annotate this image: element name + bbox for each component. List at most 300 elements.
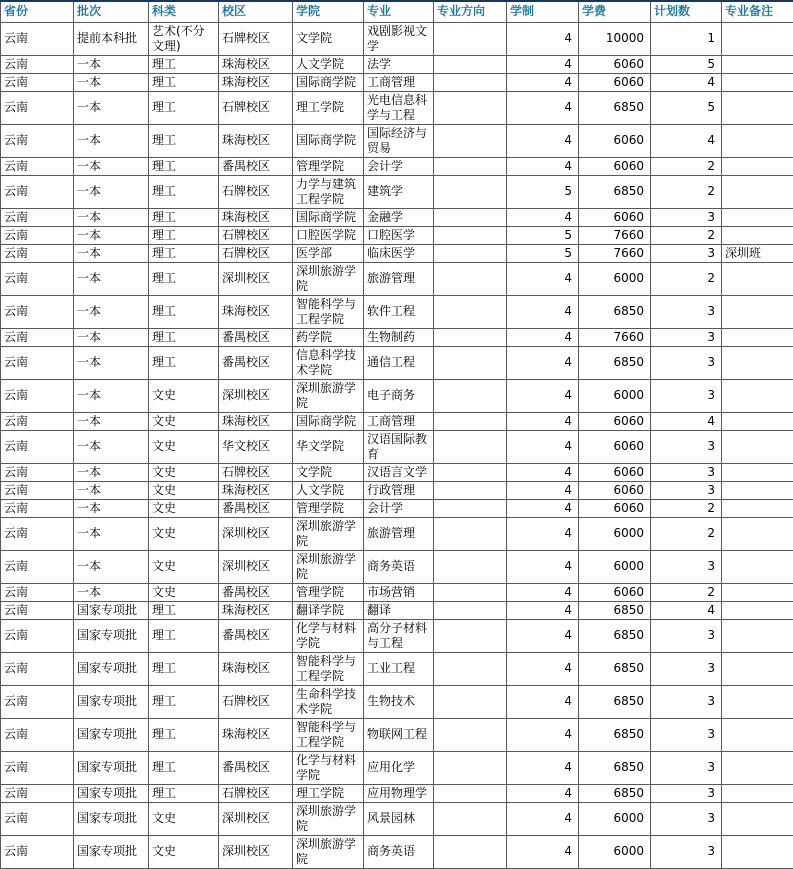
table-row <box>1 208 793 226</box>
cell-plan: 3 <box>651 346 722 379</box>
cell-batch: 一本 <box>74 295 149 328</box>
cell-tuition: 6060 <box>579 412 651 430</box>
cell-major: 会计学 <box>364 157 434 175</box>
cell-remark <box>722 517 793 550</box>
cell-remark <box>722 55 793 73</box>
cell-campus: 石牌校区 <box>219 226 293 244</box>
cell-major: 翻译 <box>364 601 434 619</box>
cell-campus: 深圳校区 <box>219 802 293 835</box>
cell-plan: 3 <box>651 802 722 835</box>
cell-direction <box>434 718 507 751</box>
cell-province: 云南 <box>1 208 74 226</box>
cell-campus: 华文校区 <box>219 430 293 463</box>
cell-college: 人文学院 <box>293 55 364 73</box>
cell-campus: 珠海校区 <box>219 412 293 430</box>
cell-duration: 4 <box>507 601 579 619</box>
cell-remark <box>722 91 793 124</box>
cell-remark <box>722 175 793 208</box>
table-row <box>1 652 793 685</box>
cell-category: 艺术(不分文理) <box>149 22 219 55</box>
cell-province: 云南 <box>1 517 74 550</box>
cell-campus: 深圳校区 <box>219 517 293 550</box>
cell-batch: 一本 <box>74 328 149 346</box>
cell-college: 华文学院 <box>293 430 364 463</box>
cell-college: 深圳旅游学院 <box>293 262 364 295</box>
cell-province: 云南 <box>1 652 74 685</box>
cell-category: 文史 <box>149 550 219 583</box>
cell-major: 临床医学 <box>364 244 434 262</box>
cell-batch: 国家专项批 <box>74 784 149 802</box>
cell-duration: 4 <box>507 91 579 124</box>
table-row <box>1 601 793 619</box>
cell-duration: 4 <box>507 124 579 157</box>
cell-college: 管理学院 <box>293 583 364 601</box>
cell-major: 风景园林 <box>364 802 434 835</box>
cell-campus: 珠海校区 <box>219 295 293 328</box>
cell-remark <box>722 262 793 295</box>
cell-duration: 4 <box>507 379 579 412</box>
cell-campus: 石牌校区 <box>219 22 293 55</box>
cell-category: 理工 <box>149 226 219 244</box>
cell-major: 商务英语 <box>364 835 434 868</box>
cell-campus: 珠海校区 <box>219 601 293 619</box>
cell-batch: 提前本科批 <box>74 22 149 55</box>
cell-remark <box>722 499 793 517</box>
table-row <box>1 835 793 868</box>
cell-duration: 4 <box>507 481 579 499</box>
cell-category: 理工 <box>149 619 219 652</box>
cell-batch: 一本 <box>74 55 149 73</box>
cell-remark <box>722 295 793 328</box>
cell-tuition: 6850 <box>579 91 651 124</box>
column-header-duration: 学制 <box>507 1 579 22</box>
cell-tuition: 6060 <box>579 481 651 499</box>
cell-remark <box>722 550 793 583</box>
cell-province: 云南 <box>1 55 74 73</box>
cell-direction <box>434 550 507 583</box>
cell-category: 理工 <box>149 73 219 91</box>
cell-batch: 一本 <box>74 430 149 463</box>
cell-duration: 4 <box>507 652 579 685</box>
cell-plan: 2 <box>651 517 722 550</box>
cell-tuition: 6850 <box>579 346 651 379</box>
cell-campus: 石牌校区 <box>219 784 293 802</box>
cell-major: 金融学 <box>364 208 434 226</box>
cell-province: 云南 <box>1 262 74 295</box>
table-row <box>1 175 793 208</box>
cell-campus: 番禺校区 <box>219 619 293 652</box>
cell-province: 云南 <box>1 601 74 619</box>
cell-major: 商务英语 <box>364 550 434 583</box>
cell-category: 理工 <box>149 295 219 328</box>
cell-batch: 一本 <box>74 157 149 175</box>
cell-major: 工商管理 <box>364 412 434 430</box>
cell-direction <box>434 751 507 784</box>
cell-major: 口腔医学 <box>364 226 434 244</box>
cell-remark <box>722 73 793 91</box>
table-row <box>1 379 793 412</box>
table-row <box>1 157 793 175</box>
cell-category: 理工 <box>149 328 219 346</box>
cell-duration: 4 <box>507 463 579 481</box>
cell-category: 理工 <box>149 652 219 685</box>
cell-duration: 4 <box>507 346 579 379</box>
cell-remark <box>722 430 793 463</box>
cell-college: 人文学院 <box>293 481 364 499</box>
cell-category: 理工 <box>149 718 219 751</box>
cell-tuition: 6850 <box>579 685 651 718</box>
cell-remark <box>722 328 793 346</box>
cell-remark <box>722 784 793 802</box>
table-row <box>1 55 793 73</box>
cell-plan: 3 <box>651 295 722 328</box>
cell-campus: 珠海校区 <box>219 124 293 157</box>
table-row <box>1 346 793 379</box>
cell-college: 智能科学与工程学院 <box>293 652 364 685</box>
cell-province: 云南 <box>1 784 74 802</box>
cell-duration: 4 <box>507 328 579 346</box>
cell-duration: 5 <box>507 244 579 262</box>
column-header-major: 专业 <box>364 1 434 22</box>
cell-remark <box>722 583 793 601</box>
header-row <box>1 1 793 22</box>
cell-major: 戏剧影视文学 <box>364 22 434 55</box>
cell-major: 生物制药 <box>364 328 434 346</box>
cell-campus: 番禺校区 <box>219 583 293 601</box>
cell-plan: 5 <box>651 55 722 73</box>
cell-college: 国际商学院 <box>293 73 364 91</box>
cell-duration: 4 <box>507 208 579 226</box>
cell-direction <box>434 226 507 244</box>
cell-tuition: 6000 <box>579 835 651 868</box>
cell-remark <box>722 346 793 379</box>
cell-category: 文史 <box>149 517 219 550</box>
cell-duration: 4 <box>507 55 579 73</box>
cell-batch: 一本 <box>74 262 149 295</box>
cell-campus: 深圳校区 <box>219 379 293 412</box>
cell-college: 深圳旅游学院 <box>293 550 364 583</box>
table-row <box>1 262 793 295</box>
cell-direction <box>434 244 507 262</box>
cell-direction <box>434 517 507 550</box>
cell-batch: 一本 <box>74 91 149 124</box>
cell-tuition: 6060 <box>579 583 651 601</box>
cell-batch: 国家专项批 <box>74 835 149 868</box>
cell-tuition: 6060 <box>579 73 651 91</box>
cell-campus: 珠海校区 <box>219 718 293 751</box>
cell-direction <box>434 346 507 379</box>
cell-remark <box>722 157 793 175</box>
cell-plan: 5 <box>651 91 722 124</box>
cell-tuition: 7660 <box>579 244 651 262</box>
cell-direction <box>434 295 507 328</box>
cell-batch: 国家专项批 <box>74 685 149 718</box>
cell-duration: 4 <box>507 751 579 784</box>
cell-duration: 4 <box>507 784 579 802</box>
cell-plan: 1 <box>651 22 722 55</box>
cell-batch: 一本 <box>74 481 149 499</box>
cell-campus: 番禺校区 <box>219 157 293 175</box>
cell-direction <box>434 175 507 208</box>
column-header-province: 省份 <box>1 1 74 22</box>
cell-tuition: 6060 <box>579 124 651 157</box>
table-row <box>1 244 793 262</box>
cell-college: 化学与材料学院 <box>293 751 364 784</box>
cell-major: 工商管理 <box>364 73 434 91</box>
cell-plan: 3 <box>651 718 722 751</box>
table-row <box>1 583 793 601</box>
cell-duration: 4 <box>507 835 579 868</box>
cell-direction <box>434 835 507 868</box>
cell-batch: 一本 <box>74 499 149 517</box>
cell-plan: 4 <box>651 601 722 619</box>
cell-campus: 石牌校区 <box>219 244 293 262</box>
table-row <box>1 73 793 91</box>
cell-college: 深圳旅游学院 <box>293 835 364 868</box>
cell-duration: 4 <box>507 583 579 601</box>
cell-major: 国际经济与贸易 <box>364 124 434 157</box>
table-row <box>1 124 793 157</box>
cell-duration: 4 <box>507 73 579 91</box>
cell-plan: 2 <box>651 262 722 295</box>
cell-province: 云南 <box>1 751 74 784</box>
cell-province: 云南 <box>1 481 74 499</box>
cell-province: 云南 <box>1 430 74 463</box>
cell-remark <box>722 619 793 652</box>
cell-duration: 4 <box>507 157 579 175</box>
cell-major: 行政管理 <box>364 481 434 499</box>
cell-tuition: 6000 <box>579 379 651 412</box>
cell-major: 生物技术 <box>364 685 434 718</box>
cell-campus: 珠海校区 <box>219 481 293 499</box>
cell-plan: 4 <box>651 124 722 157</box>
cell-batch: 一本 <box>74 463 149 481</box>
cell-province: 云南 <box>1 619 74 652</box>
cell-category: 文史 <box>149 499 219 517</box>
cell-major: 工业工程 <box>364 652 434 685</box>
cell-category: 文史 <box>149 835 219 868</box>
cell-direction <box>434 802 507 835</box>
cell-plan: 2 <box>651 175 722 208</box>
cell-college: 医学部 <box>293 244 364 262</box>
cell-tuition: 6850 <box>579 295 651 328</box>
cell-category: 理工 <box>149 685 219 718</box>
cell-plan: 3 <box>651 550 722 583</box>
cell-plan: 2 <box>651 583 722 601</box>
cell-major: 电子商务 <box>364 379 434 412</box>
cell-plan: 3 <box>651 835 722 868</box>
cell-college: 信息科学技术学院 <box>293 346 364 379</box>
cell-major: 通信工程 <box>364 346 434 379</box>
cell-category: 文史 <box>149 430 219 463</box>
cell-batch: 一本 <box>74 583 149 601</box>
cell-province: 云南 <box>1 550 74 583</box>
cell-campus: 深圳校区 <box>219 835 293 868</box>
cell-college: 理工学院 <box>293 91 364 124</box>
cell-tuition: 10000 <box>579 22 651 55</box>
cell-direction <box>434 601 507 619</box>
cell-direction <box>434 22 507 55</box>
cell-major: 建筑学 <box>364 175 434 208</box>
table-row <box>1 295 793 328</box>
cell-category: 理工 <box>149 91 219 124</box>
cell-direction <box>434 784 507 802</box>
cell-campus: 石牌校区 <box>219 685 293 718</box>
cell-category: 理工 <box>149 346 219 379</box>
cell-plan: 3 <box>651 328 722 346</box>
cell-duration: 4 <box>507 262 579 295</box>
cell-college: 理工学院 <box>293 784 364 802</box>
table-row <box>1 499 793 517</box>
cell-campus: 深圳校区 <box>219 262 293 295</box>
table-row <box>1 802 793 835</box>
cell-category: 理工 <box>149 244 219 262</box>
cell-plan: 2 <box>651 226 722 244</box>
column-header-batch: 批次 <box>74 1 149 22</box>
cell-remark <box>722 124 793 157</box>
cell-plan: 3 <box>651 619 722 652</box>
cell-category: 理工 <box>149 751 219 784</box>
cell-plan: 4 <box>651 412 722 430</box>
table-row <box>1 430 793 463</box>
cell-college: 管理学院 <box>293 499 364 517</box>
cell-batch: 一本 <box>74 550 149 583</box>
cell-remark <box>722 481 793 499</box>
cell-tuition: 7660 <box>579 328 651 346</box>
cell-college: 化学与材料学院 <box>293 619 364 652</box>
column-header-tuition: 学费 <box>579 1 651 22</box>
cell-college: 国际商学院 <box>293 412 364 430</box>
cell-category: 理工 <box>149 55 219 73</box>
cell-plan: 3 <box>651 751 722 784</box>
cell-batch: 国家专项批 <box>74 619 149 652</box>
cell-major: 光电信息科学与工程 <box>364 91 434 124</box>
cell-tuition: 6060 <box>579 55 651 73</box>
cell-direction <box>434 685 507 718</box>
cell-tuition: 6850 <box>579 718 651 751</box>
cell-tuition: 6850 <box>579 784 651 802</box>
cell-batch: 国家专项批 <box>74 751 149 784</box>
cell-major: 应用化学 <box>364 751 434 784</box>
cell-batch: 一本 <box>74 517 149 550</box>
cell-duration: 4 <box>507 802 579 835</box>
cell-college: 口腔医学院 <box>293 226 364 244</box>
cell-duration: 4 <box>507 718 579 751</box>
table-body <box>1 22 793 868</box>
cell-direction <box>434 124 507 157</box>
cell-remark <box>722 652 793 685</box>
cell-college: 国际商学院 <box>293 124 364 157</box>
cell-direction <box>434 73 507 91</box>
cell-province: 云南 <box>1 124 74 157</box>
cell-college: 文学院 <box>293 22 364 55</box>
cell-direction <box>434 208 507 226</box>
cell-category: 文史 <box>149 379 219 412</box>
cell-tuition: 6850 <box>579 751 651 784</box>
column-header-college: 学院 <box>293 1 364 22</box>
cell-direction <box>434 262 507 295</box>
cell-remark <box>722 412 793 430</box>
cell-province: 云南 <box>1 583 74 601</box>
column-header-campus: 校区 <box>219 1 293 22</box>
cell-remark <box>722 22 793 55</box>
cell-major: 会计学 <box>364 499 434 517</box>
table-row <box>1 718 793 751</box>
table-row <box>1 784 793 802</box>
cell-tuition: 6850 <box>579 175 651 208</box>
table-row <box>1 619 793 652</box>
cell-province: 云南 <box>1 295 74 328</box>
cell-tuition: 6850 <box>579 601 651 619</box>
cell-campus: 番禺校区 <box>219 751 293 784</box>
cell-direction <box>434 481 507 499</box>
cell-major: 法学 <box>364 55 434 73</box>
cell-category: 理工 <box>149 262 219 295</box>
cell-campus: 石牌校区 <box>219 91 293 124</box>
cell-direction <box>434 55 507 73</box>
cell-province: 云南 <box>1 499 74 517</box>
cell-college: 深圳旅游学院 <box>293 379 364 412</box>
cell-province: 云南 <box>1 463 74 481</box>
cell-duration: 4 <box>507 412 579 430</box>
cell-duration: 5 <box>507 226 579 244</box>
cell-batch: 一本 <box>74 208 149 226</box>
cell-batch: 一本 <box>74 226 149 244</box>
cell-duration: 4 <box>507 550 579 583</box>
cell-batch: 一本 <box>74 244 149 262</box>
cell-plan: 3 <box>651 685 722 718</box>
cell-duration: 4 <box>507 517 579 550</box>
cell-major: 旅游管理 <box>364 262 434 295</box>
cell-direction <box>434 430 507 463</box>
cell-remark <box>722 718 793 751</box>
cell-province: 云南 <box>1 379 74 412</box>
cell-tuition: 6000 <box>579 517 651 550</box>
cell-tuition: 6000 <box>579 802 651 835</box>
cell-province: 云南 <box>1 718 74 751</box>
table-row <box>1 685 793 718</box>
cell-duration: 4 <box>507 22 579 55</box>
cell-college: 药学院 <box>293 328 364 346</box>
cell-category: 文史 <box>149 412 219 430</box>
cell-campus: 深圳校区 <box>219 550 293 583</box>
cell-major: 软件工程 <box>364 295 434 328</box>
table-row <box>1 481 793 499</box>
table-row <box>1 226 793 244</box>
cell-plan: 3 <box>651 481 722 499</box>
cell-category: 理工 <box>149 157 219 175</box>
cell-campus: 番禺校区 <box>219 346 293 379</box>
cell-batch: 一本 <box>74 346 149 379</box>
table-row <box>1 91 793 124</box>
cell-major: 汉语国际教育 <box>364 430 434 463</box>
cell-batch: 一本 <box>74 73 149 91</box>
cell-remark <box>722 751 793 784</box>
cell-tuition: 6060 <box>579 157 651 175</box>
cell-college: 深圳旅游学院 <box>293 802 364 835</box>
cell-category: 理工 <box>149 784 219 802</box>
cell-college: 文学院 <box>293 463 364 481</box>
cell-duration: 4 <box>507 430 579 463</box>
cell-plan: 3 <box>651 379 722 412</box>
cell-tuition: 7660 <box>579 226 651 244</box>
cell-remark: 深圳班 <box>722 244 793 262</box>
cell-province: 云南 <box>1 175 74 208</box>
cell-plan: 3 <box>651 430 722 463</box>
column-header-direction: 专业方向 <box>434 1 507 22</box>
cell-plan: 3 <box>651 463 722 481</box>
cell-tuition: 6850 <box>579 619 651 652</box>
